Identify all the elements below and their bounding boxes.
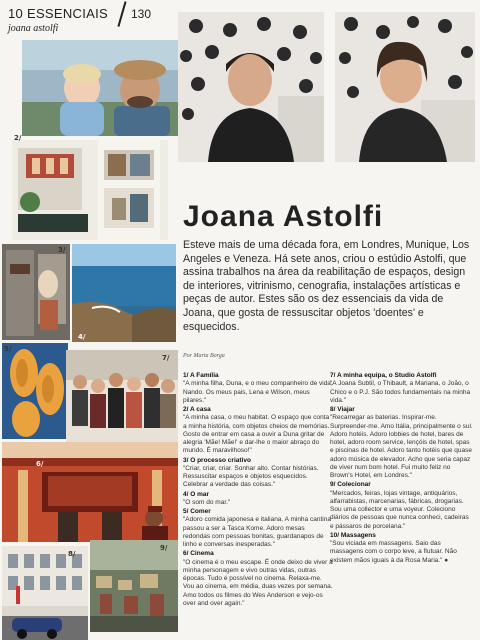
item-text: "A Joana Subtil, o Thibault, a Mariana, o João, o Chico e o P.J. São todos fundamentais na minha vida." <box>330 380 471 404</box>
item-heading: 4/ O mar <box>183 490 210 498</box>
item-heading: 6/ Cinema <box>183 550 214 558</box>
photo-label-6: 6/ <box>36 460 44 468</box>
photo-portrait-left <box>178 12 324 162</box>
photo-house <box>12 140 168 240</box>
item-text: "A minha filha, Duna, e o meu companheiro de vida, Nando. Os meus pais, Lena e Wilson, meus pilares." <box>183 380 333 404</box>
article-byline: Por Marta Borga <box>183 353 225 359</box>
list-item <box>330 372 474 405</box>
photo-label-3: 3/ <box>58 246 66 254</box>
item-text: "Sou viciada em massagens. Saio das massagens com o corpo leve, a flutuar. Não existem mãos iguais à da Rosa Maria." ● <box>330 540 457 564</box>
photo-label-2: 2/ <box>14 134 22 142</box>
section-header <box>8 4 176 44</box>
item-heading: 3/ O processo criativo <box>183 456 251 464</box>
item-text: "O cinema é o meu escape. É onde deixo de viver a minha personagem e vivo outras vidas, outras épocas. Tudo é possível no cinema. Relaxa-me. Vou ao cinema, em média, duas vezes por semana. Amo todos os filmes do Wes Anderson e vejo-os over and over again." <box>183 558 333 607</box>
header-name: joana astolfi <box>8 23 59 34</box>
list-item <box>330 406 474 480</box>
list-item <box>183 508 333 549</box>
photo-label-7: 7/ <box>162 354 170 362</box>
list-item <box>330 481 474 531</box>
item-heading: 5/ Comer <box>183 508 211 515</box>
page-number: 130 <box>131 7 152 21</box>
article-intro: Esteve mais de uma década fora, em Londres, Munique, Los Angeles e Veneza. Há sete anos, criou o estúdio Astolfi, que assina trabalhos na área da reabilitação de espaços, design de interiores, vitrinismo, cenografia, instalações artísticas e peças de autor. Estes são os dez essenciais da vida de Joana, que gosta de ressuscitar objetos 'doentes' e esquecidos. <box>183 239 470 333</box>
item-text: "Recarregar as baterias. Inspirar-me. Surpreender-me. Amo Itália, principalmente o sul. Adoro hotéis. Adoro lobbies de hotel, bares de hotel, adoro room service, lençóis de hotel, spas e piscinas de hotel. Adoro tanto hotéis que quase adoro música de elevador. Acho que seria capaz de viver num bom hotel. Fui muito feliz no Brown's Hotel, em Londres." <box>330 414 473 479</box>
photo-label-9: 9/ <box>160 544 168 552</box>
header-slash-divider <box>117 1 126 26</box>
photo-travel <box>2 546 88 640</box>
list-item <box>330 532 474 565</box>
photo-cinema-hotel <box>2 442 178 542</box>
photo-label-8: 8/ <box>68 550 76 558</box>
item-heading: 10/ Massagens <box>330 531 376 539</box>
item-heading: 7/ A minha equipa, o Studio Astolfi <box>330 372 437 379</box>
item-text: "A minha casa, o meu habitat. O espaço que conta a minha história, com objetos cheios de memórias. Gosto de entrar em casa a ouvir a Duna gritar de alegria 'Mãe! Mãe!' e dar-lhe o maior abraço do mundo. É maravilhoso!" <box>183 414 330 455</box>
photo-label-5: 5/ <box>4 345 12 353</box>
item-heading: 1/ A Família <box>183 372 219 379</box>
item-text: "Mercados, feiras, lojas vintage, antiquários, alfarrabistas, marcenarias, fábricas, drogarias. Sou uma collector e uma voyeur. Coleciono diários de pessoas que nunca conheci, cadeiras e pássaros de porcelana." <box>330 489 469 530</box>
item-heading: 8/ Viajar <box>330 406 355 413</box>
text-column-right <box>330 372 474 566</box>
text-column-left <box>183 372 333 609</box>
article-title: Joana Astolfi <box>183 200 384 233</box>
photo-portrait-right <box>335 12 475 162</box>
section-title: 10 ESSENCIAIS <box>8 6 108 21</box>
item-text: "Criar, criar, criar. Sonhar alto. Contar histórias. Ressuscitar espaços e objetos esquecidos. Celebrar a verdade das coisas." <box>183 464 319 489</box>
list-item <box>183 372 333 405</box>
list-item <box>183 550 333 608</box>
photo-market <box>90 540 178 632</box>
item-text: "Adoro comida japonesa e italiana. A minha cantina passou a ser a Tasca Kome. Adoro mesas redondas com pessoas bonitas, guardanapos de linho e conversas inesperadas." <box>183 516 331 548</box>
photo-creative-process <box>2 244 70 340</box>
photo-family <box>22 40 178 136</box>
item-heading: 2/ A casa <box>183 406 211 413</box>
photo-sea <box>72 244 176 342</box>
photo-food <box>2 343 68 439</box>
list-item <box>183 457 333 490</box>
list-item <box>183 491 333 508</box>
item-heading: 9/ Colecionar <box>330 481 371 489</box>
item-text: "O som do mar." <box>183 498 231 506</box>
photo-team <box>66 350 178 442</box>
photo-label-4: 4/ <box>78 333 86 341</box>
list-item <box>183 406 333 456</box>
